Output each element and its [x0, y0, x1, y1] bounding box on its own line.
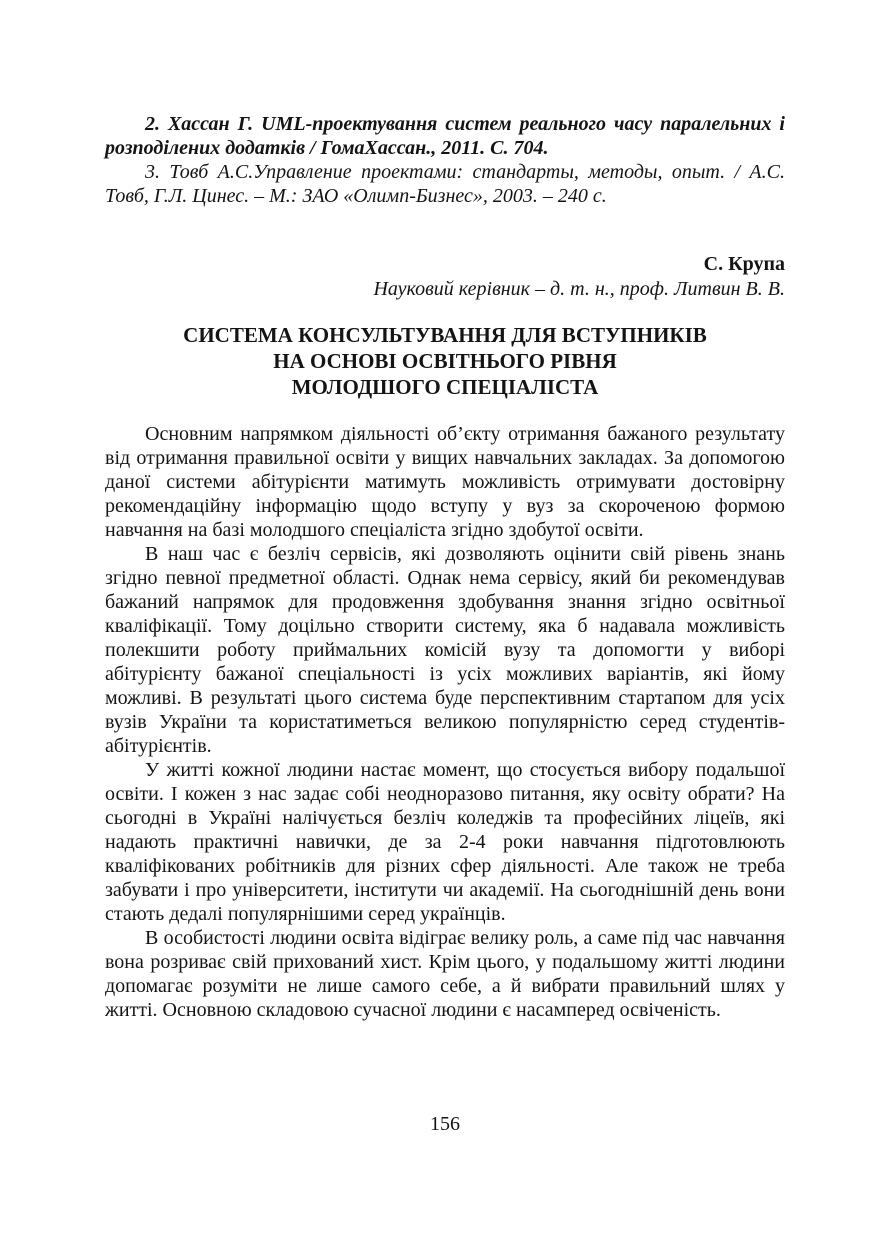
article-title-line-1: СИСТЕМА КОНСУЛЬТУВАННЯ ДЛЯ ВСТУПНИКІВ	[183, 323, 707, 347]
article-body	[105, 422, 785, 1022]
article-title	[105, 322, 785, 400]
author-name: С. Крупа	[703, 253, 785, 275]
body-paragraph-2: В наш час є безліч сервісів, які дозволяють оцінити свій рівень знань згідно певної предметної області. Однак нема сервісу, який би рекомендував бажаний напрямок для продовження здобування знання згідно освітньої кваліфікації. Тому доцільно створити систему, яка б надавала можливість полекшити роботу приймальних комісій вузу та допомогти у виборі абітурієнту бажаної спеціальності із усіх можливих варіантів, які йому можливі. В результаті цього система буде перспективним стартапом для усіх вузів України та користатиметься великою популярністю серед студентів-абітурієнтів.	[105, 543, 785, 757]
references-section	[105, 112, 785, 208]
body-paragraph-4: В особистості людини освіта відіграє велику роль, а саме під час навчання вона розриває свій прихований хист. Крім цього, у подальшому житті людини допомагає розуміти не лише самого себе, а й вибрати правильний шлях у житті. Основною складовою сучасної людини є насамперед освіченість.	[105, 927, 785, 1021]
supervisor-line: Науковий керівник – д. т. н., проф. Литвин В. В.	[373, 278, 785, 300]
reference-item-2: 2. Хассан Г. UML-проектування систем реального часу паралельних і розподілених додатків / ГомаХассан., 2011. С. 704.	[105, 113, 785, 159]
author-block	[105, 252, 785, 302]
body-paragraph-1: Основним напрямком діяльності об’єкту отримання бажаного результату від отримання правильної освіти у вищих навчальних закладах. За допомогою даної системи абітурієнти матимуть можливість отримувати достовірну рекомендаційну інформацію щодо вступу у вуз за скороченою формою навчання на базі молодшого спеціаліста згідно здобутої освіти.	[105, 423, 785, 541]
article-title-line-3: МОЛОДШОГО СПЕЦІАЛІСТА	[291, 375, 599, 399]
page-footer	[105, 1112, 785, 1136]
reference-item-3: 3. Товб А.С.Управление проектами: стандарты, методы, опыт. / А.С. Товб, Г.Л. Цинес. – М.: ЗАО «Олимп-Бизнес», 2003. – 240 с.	[105, 161, 785, 207]
article-title-line-2: НА ОСНОВІ ОСВІТНЬОГО РІВНЯ	[273, 349, 617, 373]
page-number: 156	[430, 1113, 460, 1135]
body-paragraph-3: У житті кожної людини настає момент, що стосується вибору подальшої освіти. І кожен з нас задає собі неодноразово питання, яку освіту обрати? На сьогодні в Україні налічується безліч коледжів та професійних ліцеїв, які надають практичні навички, де за 2-4 роки навчання підготовлюють кваліфікованих робітників для різних сфер діяльності. Але також не треба забувати і про університети, інститути чи академії. На сьогоднішній день вони стають дедалі популярнішими серед українців.	[105, 759, 785, 925]
